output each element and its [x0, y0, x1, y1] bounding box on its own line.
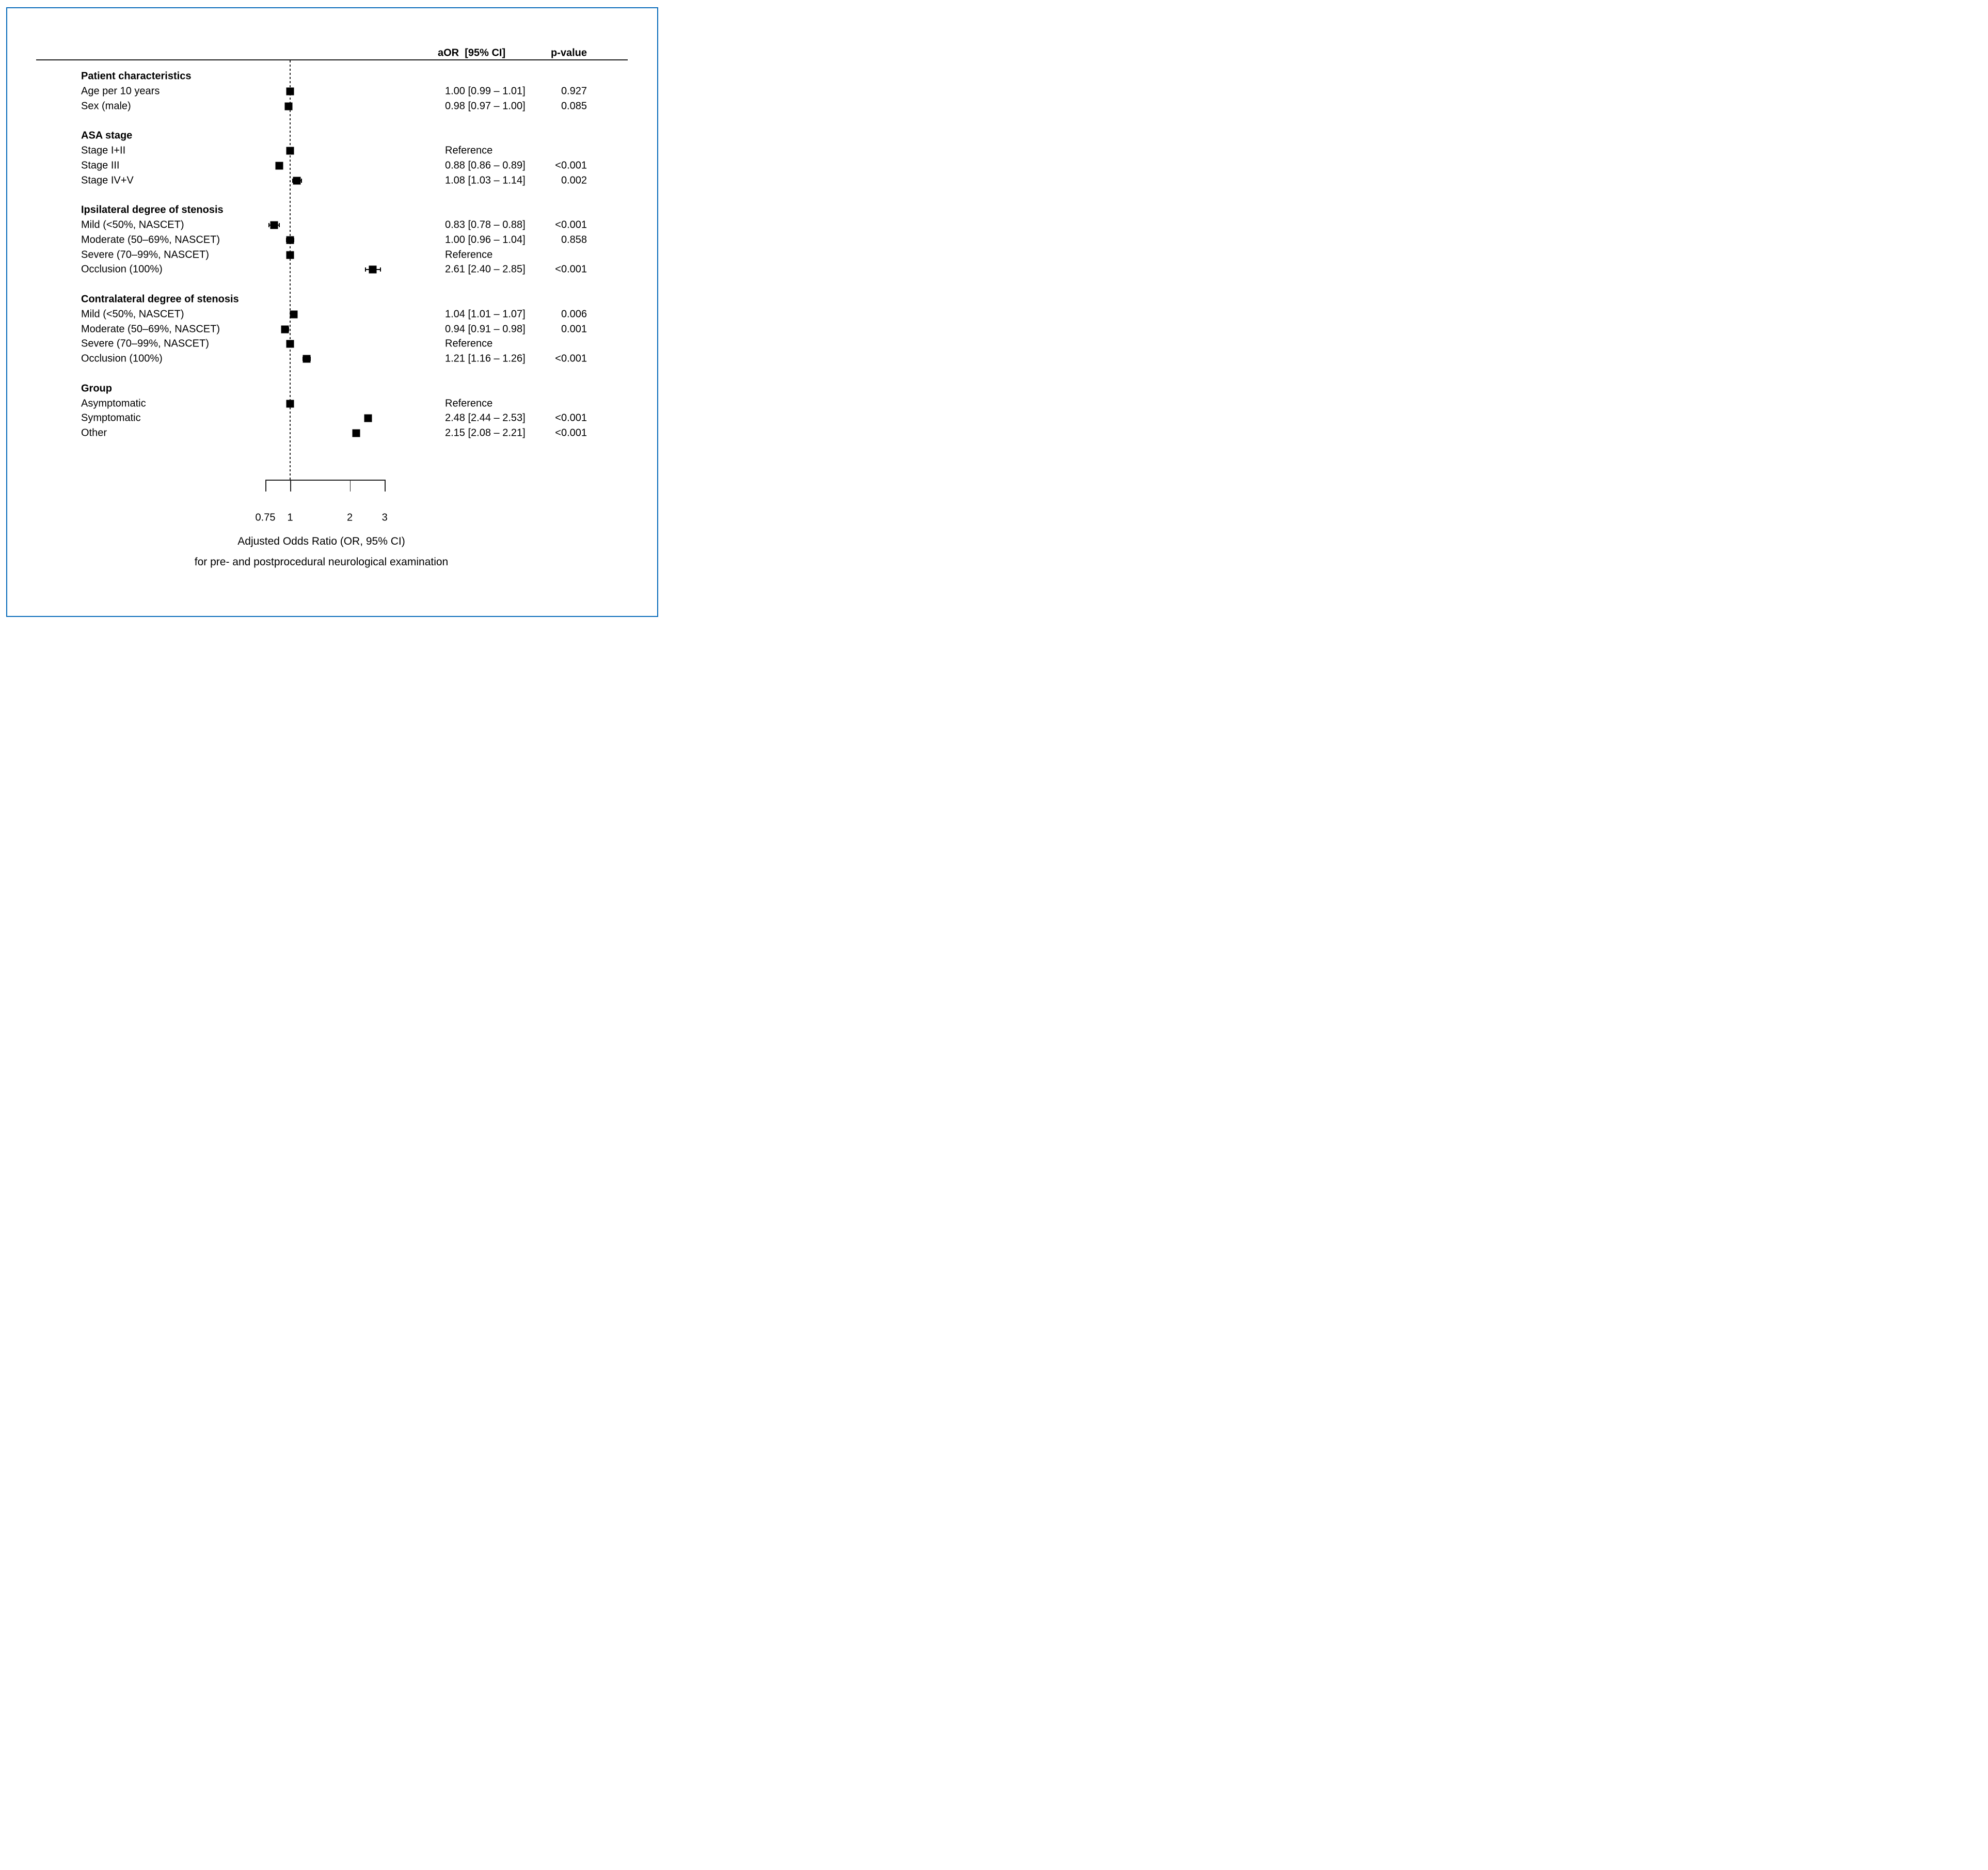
reference-line-or-1 [290, 60, 291, 480]
p-value: <0.001 [555, 353, 587, 365]
header-rule-line [36, 59, 628, 60]
forest-marker [281, 325, 289, 333]
aor-value: 0.83 [0.78 – 0.88] [445, 219, 526, 231]
x-axis-tick [350, 480, 351, 492]
x-axis-tick-label: 0.75 [255, 512, 276, 524]
x-axis-tick [290, 480, 291, 492]
aor-value: 1.21 [1.16 – 1.26] [445, 353, 526, 365]
section-heading: Group [81, 383, 112, 394]
forest-plot-figure [0, 0, 663, 623]
forest-marker [287, 236, 294, 244]
p-value: <0.001 [555, 160, 587, 171]
x-axis-subtitle: for pre- and postprocedural neurological examination [194, 556, 449, 568]
forest-marker [290, 310, 297, 318]
row-label: Mild (<50%, NASCET) [81, 219, 184, 231]
pvalue-column-header: p-value [550, 47, 587, 59]
p-value: 0.858 [561, 234, 587, 246]
p-value: <0.001 [555, 412, 587, 424]
p-value: 0.001 [561, 323, 587, 335]
row-label: Sex (male) [81, 100, 131, 112]
section-heading: Contralateral degree of stenosis [81, 293, 239, 305]
aor-value: 1.04 [1.01 – 1.07] [445, 308, 526, 320]
p-value: 0.927 [561, 85, 587, 97]
section-heading: ASA stage [81, 130, 133, 141]
ci-cap-high [301, 179, 302, 183]
row-label: Severe (70–99%, NASCET) [81, 249, 209, 261]
p-value: <0.001 [555, 263, 587, 275]
ci-cap-high [279, 223, 280, 227]
forest-marker [287, 147, 294, 155]
row-label: Symptomatic [81, 412, 141, 424]
forest-marker [270, 221, 278, 229]
forest-marker [293, 177, 300, 184]
x-axis-tick [265, 480, 266, 492]
section-heading: Patient characteristics [81, 70, 192, 82]
p-value: <0.001 [555, 219, 587, 231]
x-axis-line [265, 480, 385, 481]
x-axis-title: Adjusted Odds Ratio (OR, 95% CI) [237, 535, 405, 547]
aor-column-header: aOR [95% CI] [438, 47, 506, 59]
row-label: Stage I+II [81, 145, 126, 156]
p-value: <0.001 [555, 427, 587, 439]
row-label: Severe (70–99%, NASCET) [81, 338, 209, 350]
row-label: Occlusion (100%) [81, 353, 163, 365]
row-label: Asymptomatic [81, 398, 146, 409]
forest-marker [287, 340, 294, 348]
ci-cap-high [380, 267, 381, 272]
forest-marker [352, 430, 360, 437]
aor-value: 0.94 [0.91 – 0.98] [445, 323, 526, 335]
row-label: Moderate (50–69%, NASCET) [81, 234, 220, 246]
ci-cap-low [365, 267, 366, 272]
row-label: Stage IV+V [81, 175, 134, 186]
section-heading: Ipsilateral degree of stenosis [81, 204, 224, 216]
aor-value: 1.00 [0.96 – 1.04] [445, 234, 526, 246]
x-axis-tick-label: 3 [381, 512, 388, 524]
row-label: Other [81, 427, 107, 439]
row-label: Stage III [81, 160, 120, 171]
x-axis-tick-label: 2 [347, 512, 353, 524]
p-value: 0.085 [561, 100, 587, 112]
row-label: Mild (<50%, NASCET) [81, 308, 184, 320]
aor-value: 2.48 [2.44 – 2.53] [445, 412, 526, 424]
aor-value: Reference [445, 249, 493, 261]
forest-marker [287, 87, 294, 95]
p-value: 0.002 [561, 175, 587, 186]
aor-value: Reference [445, 145, 493, 156]
aor-value: Reference [445, 398, 493, 409]
forest-marker [364, 415, 372, 422]
ci-cap-low [268, 223, 269, 227]
aor-value: Reference [445, 338, 493, 350]
aor-value: 0.88 [0.86 – 0.89] [445, 160, 526, 171]
forest-marker [275, 162, 283, 169]
forest-marker [287, 400, 294, 407]
x-axis-tick-label: 1 [287, 512, 293, 524]
row-label: Moderate (50–69%, NASCET) [81, 323, 220, 335]
aor-value: 2.61 [2.40 – 2.85] [445, 263, 526, 275]
row-label: Occlusion (100%) [81, 263, 163, 275]
aor-value: 0.98 [0.97 – 1.00] [445, 100, 526, 112]
forest-marker [287, 251, 294, 259]
aor-value: 1.00 [0.99 – 1.01] [445, 85, 526, 97]
aor-value: 2.15 [2.08 – 2.21] [445, 427, 526, 439]
forest-marker [369, 266, 376, 274]
p-value: 0.006 [561, 308, 587, 320]
row-label: Age per 10 years [81, 85, 160, 97]
aor-value: 1.08 [1.03 – 1.14] [445, 175, 526, 186]
forest-marker [303, 355, 310, 363]
x-axis-tick [385, 480, 386, 492]
forest-marker [284, 102, 292, 110]
